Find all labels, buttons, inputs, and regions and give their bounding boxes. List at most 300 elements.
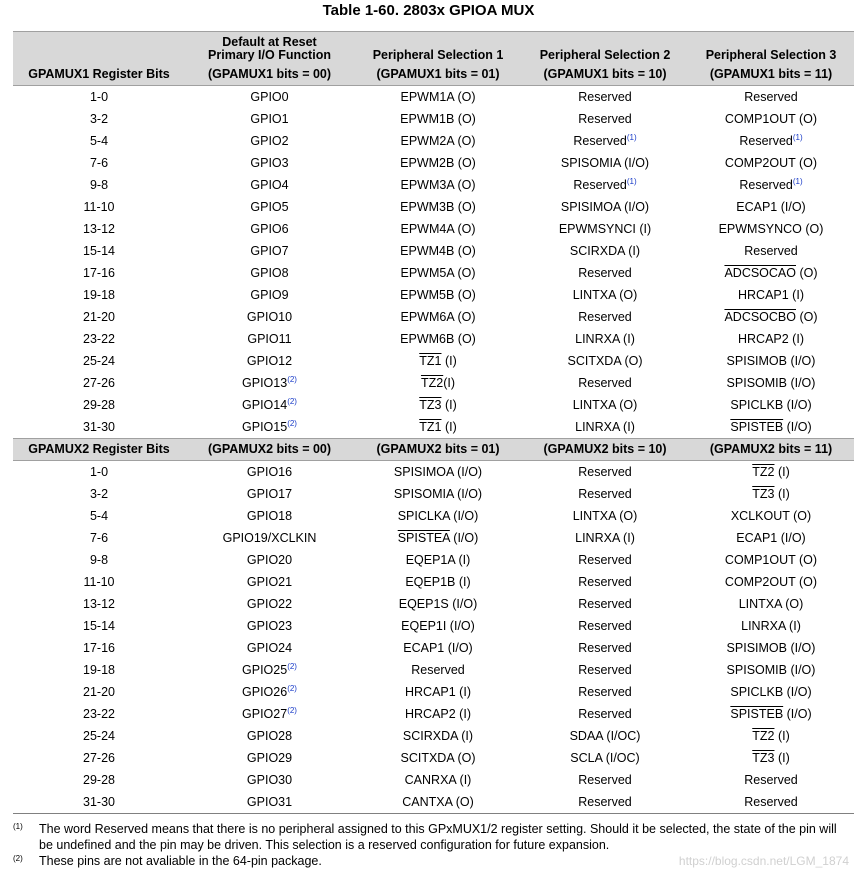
footnote-reference[interactable]: (1) (792, 177, 803, 186)
peripheral-3-cell (688, 86, 854, 109)
footnote-text: The word Reserved means that there is no peripheral assigned to this GPxMUX1/2 register setting. Should it be selected, the state of the pin will be undefined and the pin may be driven. This selection is a reserved configuration for future expansion. (39, 822, 837, 852)
cell-text: GPIO14 (242, 398, 288, 412)
peripheral-2-cell (522, 483, 688, 505)
peripheral-2-cell (522, 328, 688, 350)
cell-text: Reserved (578, 266, 632, 280)
peripheral-3-cell (688, 769, 854, 791)
table-title: Table 1-60. 2803x GPIOA MUX (322, 2, 535, 19)
cell-text: COMP1OUT (O) (724, 553, 818, 567)
default-function-cell (185, 284, 354, 306)
peripheral-2-cell (522, 86, 688, 109)
cell-text: Reserved (573, 134, 627, 148)
peripheral-1-cell (354, 350, 522, 372)
cell-text: 15-14 (83, 619, 115, 633)
mux-bits-setting: (GPAMUX2 bits = 01) (354, 439, 522, 461)
cell-text: GPIO16 (246, 465, 293, 479)
cell-text: 5-4 (89, 134, 109, 148)
cell-text: EPWMSYNCO (O) (718, 222, 824, 236)
cell-text: (I) (774, 751, 790, 765)
cell-text: 23-22 (83, 332, 115, 346)
cell-text: COMP2OUT (O) (724, 575, 818, 589)
register-bits-cell (13, 659, 185, 681)
register-label: GPAMUX1 Register Bits (13, 64, 185, 86)
cell-text: 11-10 (83, 200, 115, 214)
peripheral-2-cell (522, 549, 688, 571)
mux-bits-setting: (GPAMUX2 bits = 00) (185, 439, 354, 461)
register-bits-cell (13, 549, 185, 571)
peripheral-1-cell (354, 505, 522, 527)
table-row (13, 262, 854, 284)
peripheral-3-cell (688, 218, 854, 240)
cell-text: GPIO11 (247, 332, 292, 346)
cell-text: Reserved (578, 575, 632, 589)
mux-bits-setting: (GPAMUX1 bits = 11) (688, 64, 854, 86)
cell-text: Reserved (578, 641, 632, 655)
footnote-reference[interactable]: (2) (287, 684, 297, 693)
default-function-cell (185, 130, 354, 152)
cell-text: EPWM2B (O) (400, 156, 476, 170)
cell-text: SPISOMIA (I/O) (393, 487, 483, 501)
cell-text: (O) (796, 310, 818, 324)
cell-text: EQEP1A (I) (405, 553, 471, 567)
cell-text: LINRXA (I) (741, 619, 801, 633)
peripheral-3-cell (688, 483, 854, 505)
default-function-cell (185, 152, 354, 174)
peripheral-2-cell (522, 681, 688, 703)
peripheral-2-cell (522, 416, 688, 439)
cell-text: SPISOMIB (I/O) (726, 663, 816, 677)
peripheral-3-cell (688, 549, 854, 571)
peripheral-1-cell (354, 637, 522, 659)
table-row (13, 725, 854, 747)
cell-text: LINTXA (O) (572, 509, 638, 523)
cell-text: GPIO0 (250, 90, 289, 104)
cell-text: GPIO30 (246, 773, 293, 787)
table-row (13, 769, 854, 791)
watermark: https://blog.csdn.net/LGM_1874 (678, 854, 849, 868)
cell-text: COMP1OUT (O) (724, 112, 818, 126)
default-function-cell (185, 681, 354, 703)
cell-text: HRCAP1 (I) (405, 685, 471, 699)
peripheral-2-cell (522, 240, 688, 262)
cell-text: GPIO5 (250, 200, 289, 214)
cell-text: LINRXA (I) (575, 531, 635, 545)
register-bits-cell (13, 328, 185, 350)
cell-text: ECAP1 (I/O) (403, 641, 473, 655)
default-function-cell (185, 174, 354, 196)
peripheral-1-cell (354, 681, 522, 703)
table-row (13, 416, 854, 439)
table-row (13, 659, 854, 681)
table-row (13, 549, 854, 571)
cell-text: GPIO21 (246, 575, 293, 589)
peripheral-1-cell (354, 196, 522, 218)
peripheral-1-cell (354, 152, 522, 174)
peripheral-3-cell (688, 240, 854, 262)
default-function-cell (185, 615, 354, 637)
footnote-reference[interactable]: (2) (287, 662, 297, 671)
default-function-cell (185, 372, 354, 394)
cell-text: GPIO2 (250, 134, 289, 148)
table-row (13, 108, 854, 130)
cell-text: Reserved (578, 707, 632, 721)
cell-text: GPIO7 (250, 244, 289, 258)
cell-text: GPIO13 (242, 376, 288, 390)
active-low-signal: TZ1 (419, 420, 442, 434)
header-peripheral-3: Peripheral Selection 3 (688, 32, 854, 65)
cell-text: 17-16 (83, 266, 115, 280)
footnote-reference[interactable]: (2) (287, 706, 297, 715)
cell-text: EQEP1I (I/O) (401, 619, 475, 633)
cell-text: GPIO18 (246, 509, 293, 523)
cell-text: HRCAP2 (I) (405, 707, 471, 721)
footnote-reference[interactable]: (2) (287, 397, 297, 406)
peripheral-3-cell (688, 637, 854, 659)
cell-text: ECAP1 (I/O) (736, 531, 806, 545)
table-row (13, 483, 854, 505)
cell-text: EPWM3A (O) (400, 178, 476, 192)
table-row (13, 681, 854, 703)
peripheral-1-cell (354, 593, 522, 615)
register-bits-cell (13, 416, 185, 439)
cell-text: (I) (443, 376, 456, 390)
cell-text: (I/O) (783, 707, 812, 721)
peripheral-3-cell (688, 262, 854, 284)
peripheral-3-cell (688, 593, 854, 615)
cell-text: GPIO27 (242, 707, 288, 721)
peripheral-3-cell (688, 372, 854, 394)
table-row (13, 130, 854, 152)
peripheral-2-cell (522, 196, 688, 218)
cell-text: LINTXA (O) (572, 398, 638, 412)
default-function-cell (185, 196, 354, 218)
cell-text: EPWM6A (O) (400, 310, 476, 324)
peripheral-3-cell (688, 306, 854, 328)
cell-text: EPWM5B (O) (400, 288, 476, 302)
cell-text: 9-8 (89, 553, 109, 567)
cell-text: GPIO6 (250, 222, 289, 236)
cell-text: COMP2OUT (O) (724, 156, 818, 170)
peripheral-2-cell (522, 615, 688, 637)
cell-text: Reserved (578, 597, 632, 611)
cell-text: CANTXA (O) (402, 795, 474, 809)
peripheral-2-cell (522, 394, 688, 416)
cell-text: (I) (441, 354, 457, 368)
peripheral-3-cell (688, 284, 854, 306)
footnote-reference[interactable]: (1) (792, 133, 803, 142)
default-function-cell (185, 725, 354, 747)
peripheral-1-cell (354, 791, 522, 814)
cell-text: SCIRXDA (I) (402, 729, 474, 743)
default-function-cell (185, 505, 354, 527)
header-row (13, 32, 854, 65)
register-bits-cell (13, 527, 185, 549)
cell-text: EPWM1B (O) (400, 112, 476, 126)
active-low-signal: TZ1 (419, 354, 442, 368)
peripheral-1-cell (354, 769, 522, 791)
register-bits-cell (13, 196, 185, 218)
register-bits-cell (13, 130, 185, 152)
peripheral-2-cell (522, 306, 688, 328)
peripheral-3-cell (688, 681, 854, 703)
peripheral-1-cell (354, 240, 522, 262)
cell-text: 25-24 (83, 354, 115, 368)
cell-text: SPISOMIA (I/O) (560, 156, 650, 170)
peripheral-1-cell (354, 483, 522, 505)
table-row (13, 637, 854, 659)
cell-text: GPIO31 (246, 795, 293, 809)
default-function-cell (185, 571, 354, 593)
register-bits-cell (13, 615, 185, 637)
cell-text: 21-20 (83, 685, 115, 699)
cell-text: GPIO29 (246, 751, 293, 765)
cell-text: (I) (774, 487, 790, 501)
peripheral-1-cell (354, 262, 522, 284)
cell-text: GPIO22 (246, 597, 293, 611)
peripheral-2-cell (522, 372, 688, 394)
table-row (13, 703, 854, 725)
table-row (13, 791, 854, 814)
register-bits-cell (13, 637, 185, 659)
cell-text: EPWM6B (O) (400, 332, 476, 346)
peripheral-3-cell (688, 791, 854, 814)
peripheral-2-cell (522, 350, 688, 372)
cell-text: LINTXA (O) (738, 597, 804, 611)
register-bits-cell (13, 483, 185, 505)
cell-text: Reserved (744, 795, 798, 809)
register-bits-cell (13, 725, 185, 747)
table-row (13, 593, 854, 615)
cell-text: Reserved (578, 465, 632, 479)
peripheral-2-cell (522, 593, 688, 615)
cell-text: SDAA (I/OC) (569, 729, 641, 743)
default-function-cell (185, 593, 354, 615)
gpioa-mux-table (13, 31, 854, 814)
default-function-cell (185, 218, 354, 240)
peripheral-1-cell (354, 416, 522, 439)
cell-text: SPICLKB (I/O) (730, 685, 812, 699)
cell-text: EQEP1S (I/O) (398, 597, 478, 611)
cell-text: EPWM2A (O) (400, 134, 476, 148)
cell-text: Reserved (578, 487, 632, 501)
peripheral-2-cell (522, 108, 688, 130)
header-peripheral-1: Peripheral Selection 1 (354, 32, 522, 65)
peripheral-2-cell (522, 571, 688, 593)
cell-text: Reserved (578, 90, 632, 104)
table-row (13, 196, 854, 218)
cell-text: SPICLKB (I/O) (730, 398, 812, 412)
mux-bits-setting: (GPAMUX1 bits = 10) (522, 64, 688, 86)
table-row (13, 306, 854, 328)
cell-text: Reserved (578, 685, 632, 699)
table-row (13, 328, 854, 350)
peripheral-2-cell (522, 152, 688, 174)
cell-text: Reserved (739, 134, 793, 148)
footnote-mark: (1) (13, 822, 23, 831)
cell-text: 21-20 (83, 310, 115, 324)
register-bits-cell (13, 306, 185, 328)
cell-text: Reserved (578, 112, 632, 126)
peripheral-1-cell (354, 571, 522, 593)
footnote-reference[interactable]: (2) (287, 419, 297, 428)
default-function-cell (185, 240, 354, 262)
header-blank (13, 32, 185, 65)
active-low-signal: TZ2 (752, 729, 775, 743)
default-function-cell (185, 350, 354, 372)
peripheral-3-cell (688, 350, 854, 372)
peripheral-1-cell (354, 394, 522, 416)
register-bits-cell (13, 461, 185, 484)
peripheral-2-cell (522, 527, 688, 549)
register-bits-cell (13, 747, 185, 769)
cell-text: 7-6 (89, 531, 109, 545)
cell-text: (I) (441, 420, 457, 434)
table-row (13, 461, 854, 484)
default-function-cell (185, 527, 354, 549)
peripheral-3-cell (688, 174, 854, 196)
register-bits-cell (13, 791, 185, 814)
cell-text: GPIO10 (246, 310, 293, 324)
default-function-cell (185, 791, 354, 814)
peripheral-2-cell (522, 637, 688, 659)
default-function-cell (185, 637, 354, 659)
table-row (13, 394, 854, 416)
peripheral-1-cell (354, 130, 522, 152)
peripheral-2-cell (522, 769, 688, 791)
cell-text: Reserved (578, 376, 632, 390)
peripheral-1-cell (354, 108, 522, 130)
default-function-cell (185, 86, 354, 109)
footnote-mark: (2) (13, 854, 23, 863)
footnote-reference[interactable]: (1) (626, 177, 637, 186)
register-bits-cell (13, 174, 185, 196)
register-bits-cell (13, 505, 185, 527)
cell-text: Reserved (578, 553, 632, 567)
peripheral-3-cell (688, 659, 854, 681)
peripheral-1-cell (354, 218, 522, 240)
cell-text: 29-28 (83, 773, 115, 787)
register-bits-cell (13, 593, 185, 615)
cell-text: SCIRXDA (I) (569, 244, 641, 258)
cell-text: GPIO3 (250, 156, 289, 170)
default-function-cell (185, 306, 354, 328)
table-row (13, 86, 854, 109)
mux-bits-setting: (GPAMUX1 bits = 00) (185, 64, 354, 86)
cell-text: 13-12 (83, 597, 115, 611)
active-low-signal: TZ3 (752, 487, 775, 501)
default-function-cell (185, 416, 354, 439)
peripheral-2-cell (522, 659, 688, 681)
cell-text: EPWM3B (O) (400, 200, 476, 214)
table-row (13, 284, 854, 306)
cell-text: 1-0 (89, 465, 109, 479)
peripheral-1-cell (354, 306, 522, 328)
cell-text: SPISIMOB (I/O) (726, 641, 816, 655)
register-label: GPAMUX2 Register Bits (13, 439, 185, 461)
register-bits-cell (13, 284, 185, 306)
active-low-signal: ADCSOCAO (724, 266, 796, 280)
default-function-cell (185, 769, 354, 791)
cell-text: Reserved (578, 310, 632, 324)
table-row (13, 240, 854, 262)
active-low-signal: ADCSOCBO (724, 310, 796, 324)
register-bits-cell (13, 350, 185, 372)
header-peripheral-2: Peripheral Selection 2 (522, 32, 688, 65)
footnote-text: These pins are not avaliable in the 64-pin package. (39, 854, 322, 868)
cell-text: (I) (774, 465, 790, 479)
cell-text: 5-4 (89, 509, 109, 523)
default-function-cell (185, 747, 354, 769)
peripheral-3-cell (688, 527, 854, 549)
cell-text: SPICLKA (I/O) (397, 509, 479, 523)
cell-text: 13-12 (83, 222, 115, 236)
peripheral-3-cell (688, 461, 854, 484)
cell-text: 31-30 (83, 420, 115, 434)
peripheral-2-cell (522, 791, 688, 814)
cell-text: Reserved (744, 244, 798, 258)
peripheral-1-cell (354, 174, 522, 196)
table-row (13, 350, 854, 372)
cell-text: 3-2 (89, 112, 109, 126)
active-low-signal: SPISTEB (730, 707, 784, 721)
cell-text: Reserved (744, 773, 798, 787)
cell-text: Reserved (573, 178, 627, 192)
peripheral-1-cell (354, 372, 522, 394)
table-row (13, 218, 854, 240)
peripheral-3-cell (688, 328, 854, 350)
mux-bits-setting: (GPAMUX2 bits = 11) (688, 439, 854, 461)
active-low-signal: TZ2 (752, 465, 775, 479)
default-function-cell (185, 108, 354, 130)
footnote-reference[interactable]: (1) (626, 133, 637, 142)
register-bits-cell (13, 240, 185, 262)
cell-text: SCITXDA (O) (400, 751, 476, 765)
peripheral-3-cell (688, 571, 854, 593)
cell-text: Reserved (578, 619, 632, 633)
register-header-row (13, 439, 854, 461)
peripheral-3-cell (688, 394, 854, 416)
cell-text: SPISIMOA (I/O) (560, 200, 650, 214)
default-function-cell (185, 461, 354, 484)
peripheral-3-cell (688, 130, 854, 152)
register-header-row (13, 64, 854, 86)
register-bits-cell (13, 372, 185, 394)
default-function-cell (185, 262, 354, 284)
mux-bits-setting: (GPAMUX1 bits = 01) (354, 64, 522, 86)
peripheral-3-cell (688, 196, 854, 218)
footnote-reference[interactable]: (2) (287, 375, 297, 384)
table-row (13, 747, 854, 769)
peripheral-2-cell (522, 218, 688, 240)
cell-text: (I/O) (449, 531, 479, 545)
table-row (13, 505, 854, 527)
cell-text: GPIO1 (250, 112, 289, 126)
cell-text: Reserved (578, 663, 632, 677)
peripheral-1-cell (354, 615, 522, 637)
footnote-1 (13, 821, 854, 853)
header-default-function: Default at Reset Primary I/O Function (185, 32, 354, 65)
cell-text: GPIO19/XCLKIN (222, 531, 317, 545)
cell-text: 19-18 (83, 288, 115, 302)
peripheral-1-cell (354, 659, 522, 681)
cell-text: 17-16 (83, 641, 115, 655)
cell-text: (O) (796, 266, 818, 280)
cell-text: EPWM4A (O) (400, 222, 476, 236)
active-low-signal: TZ2 (420, 376, 444, 390)
cell-text: GPIO15 (242, 420, 288, 434)
cell-text: Reserved (744, 90, 798, 104)
cell-text: 15-14 (83, 244, 115, 258)
